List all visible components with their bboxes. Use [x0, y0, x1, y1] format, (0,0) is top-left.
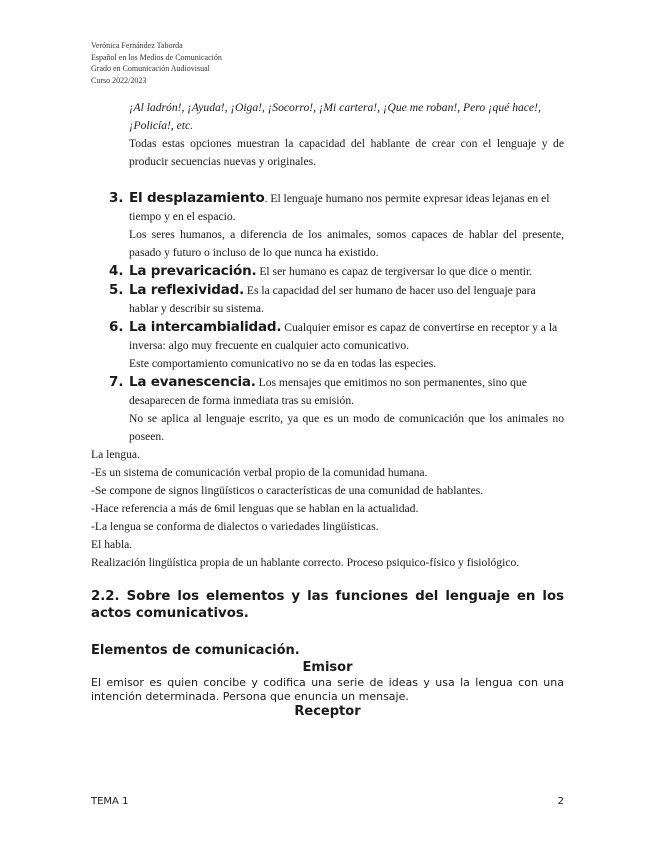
- item-title: La prevaricación.: [129, 263, 257, 279]
- section-heading: 2.2. Sobre los elementos y las funciones del lenguaje en los actos comunicativos.: [91, 589, 564, 621]
- item-title: El desplazamiento: [129, 190, 265, 206]
- item-text: . El lenguaje humano nos permite expresar ideas lejanas en el tiempo y en el espacio.: [129, 192, 550, 223]
- item-number: 7.: [109, 374, 124, 390]
- section-subheading: Elementos de comunicación.: [91, 643, 300, 658]
- lengua-point: -Es un sistema de comunicación verbal propio de la comunidad humana.: [91, 466, 428, 479]
- item-number: 5.: [109, 282, 124, 298]
- item-text: El ser humano es capaz de tergiversar lo que dice o mentir.: [256, 265, 533, 278]
- emisor-text: El emisor es quien concibe y codifica una serie de ideas y usa la lengua con una intención determinada. Persona que enuncia un mensaje.: [91, 676, 564, 703]
- footer-page-number: 2: [557, 796, 564, 807]
- emisor-heading: Emisor: [302, 660, 353, 675]
- item-text: Cualquier emisor es capaz de convertirse en receptor y a la inversa: algo muy frecuente en cualquier acto comunicativo.: [129, 321, 558, 352]
- habla-text: Realización lingüística propia de un hablante correcto. Proceso psiquico-físico y fisiológico.: [91, 556, 520, 569]
- header-author: Verónica Fernández Taborda: [91, 41, 183, 50]
- page-header: [91, 40, 222, 86]
- receptor-heading: Receptor: [294, 704, 361, 719]
- item-text: Los mensajes que emitimos no son permanentes, sino que desaparecen de forma inmediata tras su emisión.: [129, 376, 527, 407]
- item-extra: No se aplica al lenguaje escrito, ya que es un modo de comunicación que los animales no poseen.: [129, 412, 564, 443]
- header-course: Curso 2022/2023: [91, 75, 147, 85]
- item-extra: Este comportamiento comunicativo no se da en todas las especies.: [129, 357, 437, 370]
- lengua-point: -Hace referencia a más de 6mil lenguas que se hablan en la actualidad.: [91, 502, 419, 515]
- item-title: La reflexividad.: [129, 282, 245, 298]
- item-title: La evanescencia.: [129, 374, 256, 390]
- list-item: [91, 318, 564, 373]
- lengua-point: -La lengua se conforma de dialectos o variedades lingüísticas.: [91, 520, 379, 533]
- intro-summary: Todas estas opciones muestran la capacidad del hablante de crear con el lenguaje y de producir secuencias nuevas y originales.: [129, 137, 564, 168]
- item-number: 3.: [109, 190, 124, 206]
- lengua-title: La lengua.: [91, 448, 140, 461]
- list-item: [91, 373, 564, 446]
- habla-title: El habla.: [91, 538, 133, 551]
- header-degree: Grado en Comunicación Audiovisual: [91, 64, 210, 73]
- item-number: 6.: [109, 319, 124, 335]
- header-subject: Español en los Medios de Comunicación: [91, 52, 222, 62]
- page-content: [91, 99, 564, 720]
- list-item: [91, 281, 564, 318]
- item-extra: Los seres humanos, a diferencia de los animales, somos capaces de hablar del presente, pasado y futuro o incluso de lo que nunca ha existido.: [129, 228, 564, 259]
- item-title: La intercambialidad.: [129, 319, 282, 335]
- list-item: [91, 262, 564, 281]
- footer-chapter: TEMA 1: [91, 796, 129, 807]
- item-text: Es la capacidad del ser humano de hacer uso del lenguaje para hablar y describir su sistema.: [129, 284, 536, 315]
- list-item: [91, 189, 564, 262]
- lengua-point: -Se compone de signos lingüísticos o características de una comunidad de hablantes.: [91, 484, 484, 497]
- intro-examples: ¡Al ladrón!, ¡Ayuda!, ¡Oiga!, ¡Socorro!, ¡Mi cartera!, ¡Que me roban!, Pero ¡qué hace!, ¡Policía!, etc.: [129, 101, 541, 132]
- item-number: 4.: [109, 263, 124, 279]
- properties-list: [91, 189, 564, 446]
